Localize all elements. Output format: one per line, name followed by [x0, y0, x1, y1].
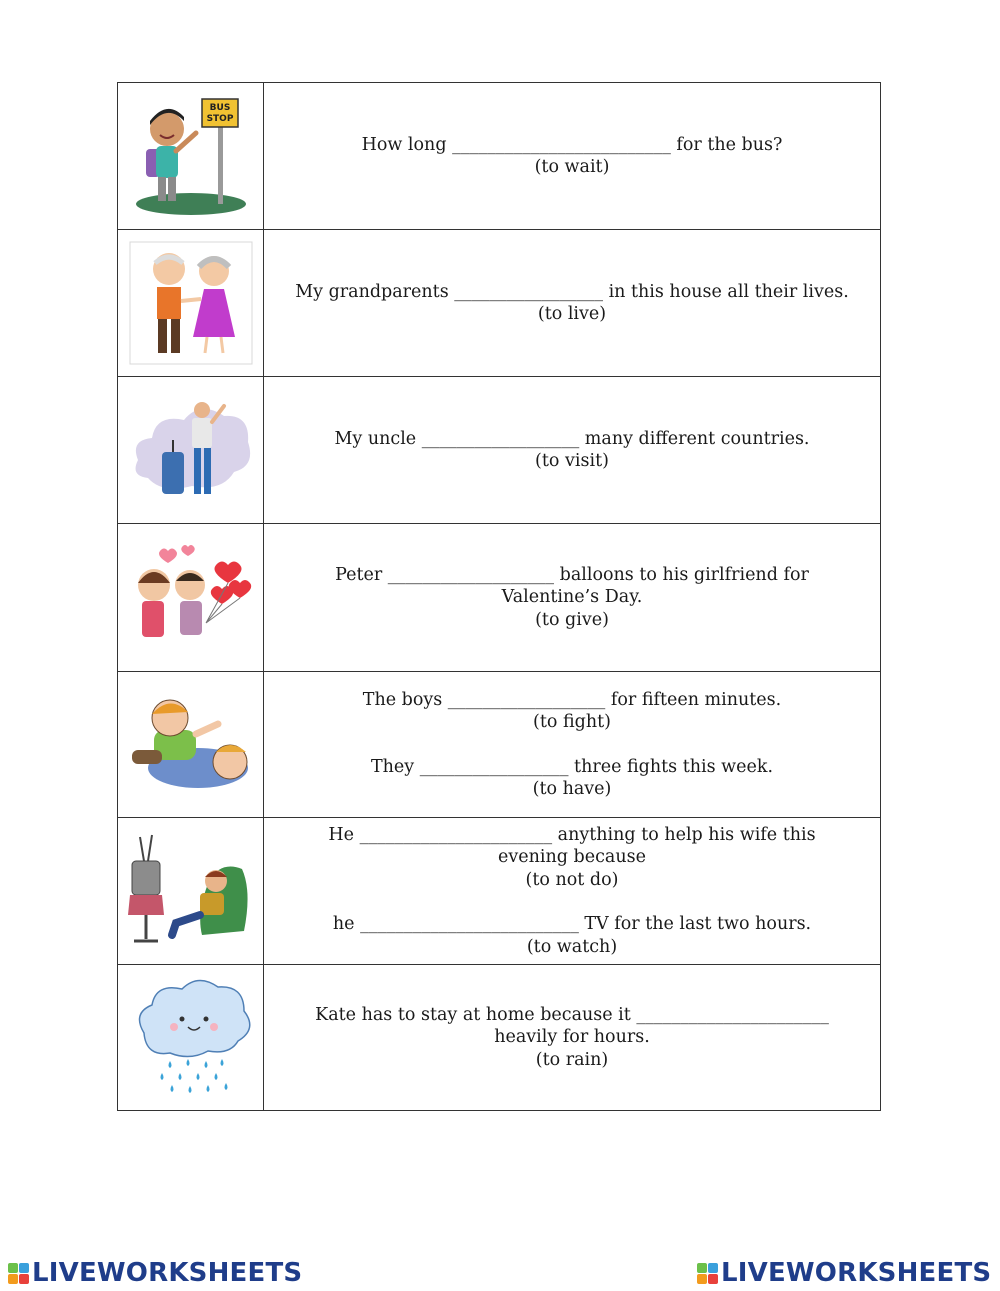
boy-bottom-hair: [216, 745, 246, 752]
grandpa-shirt: [157, 287, 181, 319]
picture-cell: [118, 377, 264, 524]
cloud: [139, 980, 249, 1056]
liveworksheets-logo-left[interactable]: [8, 1258, 302, 1288]
sentence-text: The boys __________________ for fifteen minutes.: [362, 689, 782, 710]
tv-antenna: [148, 835, 152, 861]
heart-icon: [159, 548, 177, 563]
picture-cell: [118, 524, 264, 672]
sentence-text-continued: Valentine’s Day.: [501, 587, 643, 608]
verb-hint: (to have): [532, 779, 612, 799]
sentence-cell: [264, 83, 881, 230]
couple-balloons-illustration: [126, 543, 256, 653]
exercise-row-3: [118, 377, 881, 524]
logo-text: LIVEWORKSHEETS: [721, 1258, 992, 1288]
boy-shirt: [180, 601, 202, 635]
picture-cell: [118, 965, 264, 1111]
boy-bus-stop-illustration: [126, 91, 256, 221]
boy-leg-right: [168, 177, 176, 201]
bus-sign-text-1: BUS: [209, 103, 230, 113]
tv-antenna: [140, 837, 144, 861]
picture-cell: [118, 818, 264, 965]
sentence-cell: [264, 524, 881, 672]
girl-dress: [142, 601, 164, 637]
sentence-text: My uncle __________________ many different countries.: [334, 428, 810, 449]
heart-balloon: [210, 586, 233, 604]
tv-table-cloth: [128, 895, 164, 915]
sentence-cell: [264, 377, 881, 524]
traveler-head: [194, 402, 210, 418]
sign-pole: [218, 119, 223, 204]
picture-cell: [118, 83, 264, 230]
sentence-cell: [264, 230, 881, 377]
rain-cloud-illustration: [126, 973, 256, 1103]
exercise-row-1: [118, 83, 881, 230]
exercise-table: [117, 82, 881, 1111]
logo-text: LIVEWORKSHEETS: [32, 1258, 303, 1288]
man-watching-tv-illustration: [126, 831, 256, 951]
sentence-cell: [264, 965, 881, 1111]
heart-icon: [181, 545, 195, 556]
man-legs: [172, 915, 200, 935]
boy-top-leg: [132, 750, 162, 764]
grandpa-leg-right: [171, 319, 180, 353]
exercise-row-6: [118, 818, 881, 965]
sentence-text-continued: heavily for hours.: [494, 1027, 650, 1048]
verb-hint: (to watch): [526, 936, 618, 957]
grandpa-leg-left: [158, 319, 167, 353]
exercise-row-5: [118, 672, 881, 818]
liveworksheets-logo-right[interactable]: [697, 1258, 991, 1288]
exercise-row-2: [118, 230, 881, 377]
exercise-row-4: [118, 524, 881, 672]
raindrops: [160, 1059, 227, 1093]
sentence-cell: [264, 818, 881, 965]
grandma-leg-left: [205, 337, 207, 353]
man-shirt: [200, 893, 224, 915]
verb-hint: (to rain): [535, 1049, 609, 1070]
sentence-text: My grandparents _________________ in this house all their lives.: [295, 281, 849, 302]
sentence-text-continued: evening because: [498, 847, 646, 868]
cloud-cheek: [210, 1023, 218, 1031]
sentence-text: They _________________ three fights this week.: [370, 756, 774, 777]
cloud-eye: [179, 1016, 184, 1021]
boys-fighting-illustration: [126, 690, 256, 800]
logo-blocks-icon: [8, 1263, 29, 1284]
cloud-eye: [203, 1016, 208, 1021]
verb-hint: (to wait): [534, 157, 610, 177]
traveler-shirt: [192, 418, 212, 448]
logo-blocks-icon: [697, 1263, 718, 1284]
verb-hint: (to fight): [533, 712, 611, 732]
sentence-text: he _________________________ TV for the last two hours.: [332, 914, 812, 935]
sentence-text: How long _________________________ for the bus?: [361, 134, 783, 155]
verb-hint: (to visit): [535, 451, 609, 471]
verb-hint: (to not do): [525, 869, 619, 890]
sentence-text: He ______________________ anything to help his wife this: [328, 824, 816, 845]
picture-cell: [118, 230, 264, 377]
picture-frame: [130, 242, 252, 364]
grandparents-illustration: [129, 241, 253, 365]
spacer: [264, 891, 880, 913]
sentence-text: Peter ___________________ balloons to his girlfriend for: [335, 564, 809, 585]
exercise-row-7: [118, 965, 881, 1111]
holding-hands: [181, 299, 201, 301]
boy-leg-left: [158, 177, 166, 201]
traveler-illustration: [126, 390, 256, 510]
cloud-cheek: [170, 1023, 178, 1031]
sentence-text: Kate has to stay at home because it ______________________: [315, 1004, 829, 1025]
sentence-cell: [264, 672, 881, 818]
grandma-leg-right: [221, 337, 223, 353]
tv-set: [132, 861, 160, 895]
picture-cell: [118, 672, 264, 818]
boy-top-arm: [196, 724, 218, 734]
verb-hint: (to live): [537, 304, 607, 324]
verb-hint: (to give): [535, 609, 609, 630]
ground-shadow: [136, 193, 246, 215]
suitcase: [162, 452, 184, 494]
bus-sign-text-2: STOP: [206, 114, 233, 124]
traveler-leg-right: [204, 448, 211, 494]
spacer: [264, 734, 880, 756]
traveler-leg-left: [194, 448, 201, 494]
heart-balloon: [214, 561, 241, 583]
